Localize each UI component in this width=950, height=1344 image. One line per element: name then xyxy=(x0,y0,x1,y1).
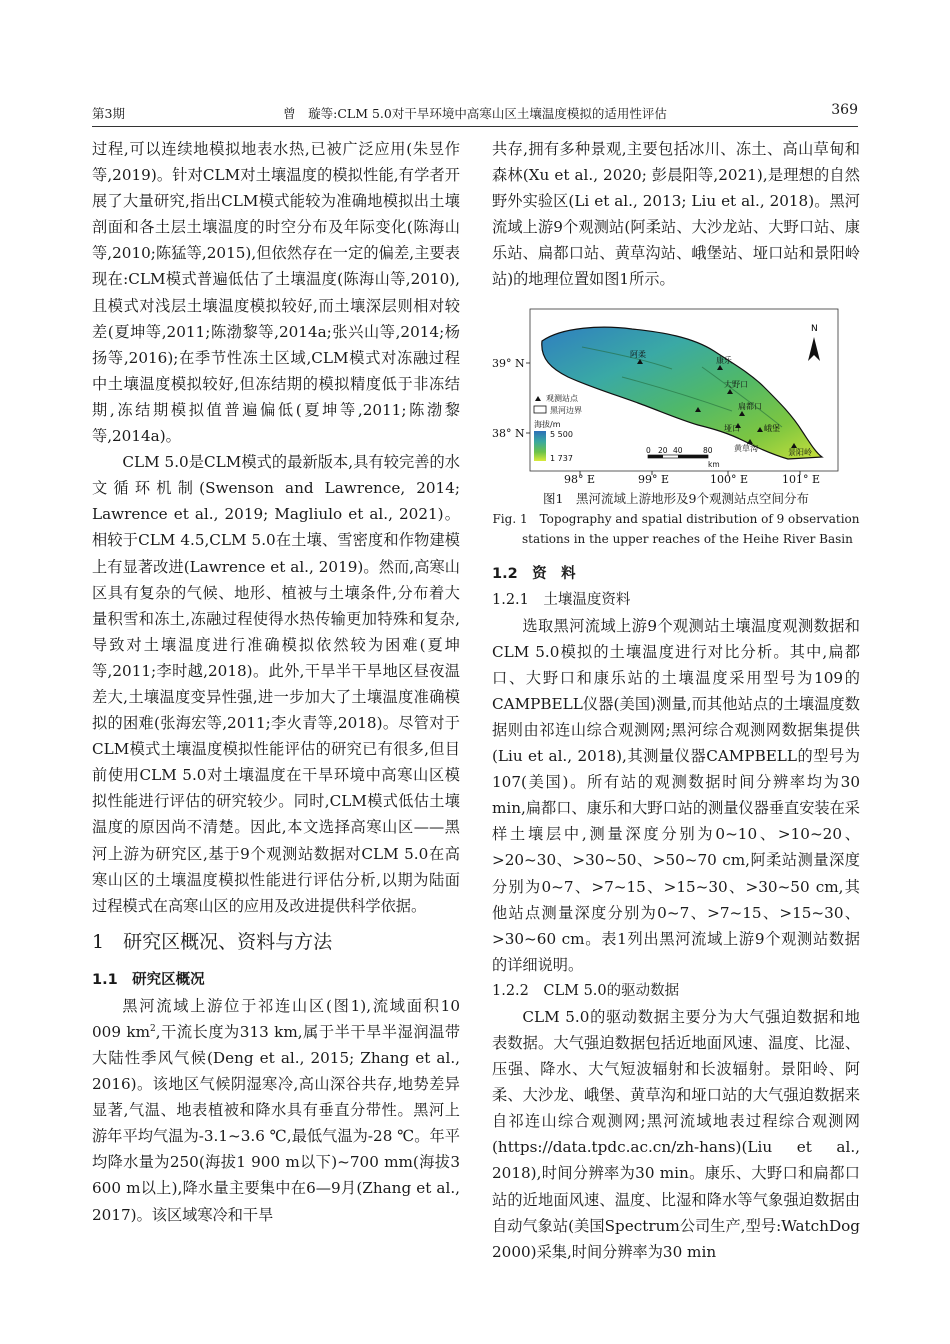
figure-caption-en xyxy=(492,509,860,549)
lon-98: 98° E xyxy=(564,472,596,483)
topography-map xyxy=(492,307,860,483)
legend-station-label: 观测站点 xyxy=(546,393,578,403)
legend-boundary-icon xyxy=(534,406,546,413)
station-label-kangle: 康乐 xyxy=(716,355,732,365)
station-label-jingyangling: 景阳岭 xyxy=(788,447,812,457)
elevation-max: 5 500 xyxy=(550,429,573,439)
paragraph-forcing-data: CLM 5.0的驱动数据主要分为大气强迫数据和地表数据。大气强迫数据包括近地面风速、温度、比湿、压强、降水、大气短波辐射和长波辐射。景阳岭、阿柔、大沙龙、峨堡、黄草沟和垭口站的大气强迫数据来自祁连山综合观测网;黑河流域地表过程综合观测网(https://data.tpdc.ac.cn/zh-hans)(Liu et al., 2018),时间分辨率为30 min。康乐、大野口和扁都口站的近地面风速、温度、比湿和降水等气象强迫数据由自动气象站(美国Spectrum公司生产,型号:WatchDog 2000)采集,时间分辨率为30 min xyxy=(492,1007,860,1261)
right-column xyxy=(492,136,860,1265)
issue-label: 第3期 xyxy=(92,106,125,121)
paragraph-study-area xyxy=(92,993,460,1228)
paragraph-study-area-cont: 共存,拥有多种景观,主要包括冰川、冻土、高山草甸和森林(Xu et al., 2020; 彭晨阳等,2021),是理想的自然野外实验区(Li et al., 2013; Liu et al., 2018)。黑河流域上游9个观测站(阿柔站、大沙龙站、大野口站、康乐站、扁都口站、黄草沟站、峨堡站、垭口站和景阳岭站)的地理位置如图1所示。 xyxy=(492,140,860,289)
lon-101: 101° E xyxy=(782,472,821,483)
page-header xyxy=(92,98,858,122)
figure-1 xyxy=(492,307,860,483)
lat-38: 38° N xyxy=(492,426,525,440)
legend-boundary-label: 黑河边界 xyxy=(550,405,582,415)
figure-caption-en-line2: stations in the upper reaches of the Heihe River Basin xyxy=(522,531,853,546)
station-label-ebao: 峨堡 xyxy=(764,423,780,433)
scale-unit: km xyxy=(708,459,720,469)
lat-39: 39° N xyxy=(492,356,525,370)
figure-caption-en-line1: Fig. 1 Topography and spatial distribution of 9 observation xyxy=(492,511,860,526)
paragraph-intro-cont: 过程,可以连续地模拟地表水热,已被广泛应用(朱昱作等,2019)。针对CLM对土壤温度的模拟性能,有学者开展了大量研究,指出CLM模式能较为准确地模拟出土壤剖面和各土层土壤温度的时空分布及年际变化(陈海山等,2010;陈猛等,2015),但依然存在一定的偏差,主要表现在:CLM模式普遍低估了土壤温度(陈海山等,2010),且模式对浅层土壤温度模拟较好,而土壤深层则相对较差(夏坤等,2011;陈渤黎等,2014a;张兴山等,2014;杨扬等,2016);在季节性冻土区域,CLM模式对冻融过程中土壤温度模拟较好,但冻结期的模拟精度低于非冻结期,冻结期模拟值普遍偏低(夏坤等,2011;陈渤黎等,2014a)。 xyxy=(92,140,460,446)
page-number: 369 xyxy=(831,102,858,118)
section-heading-1: 1 研究区概况、资料与方法 xyxy=(92,930,333,953)
scale-tick-80: 80 xyxy=(703,445,713,455)
scale-tick-40: 40 xyxy=(673,445,683,455)
elevation-min: 1 737 xyxy=(550,453,573,463)
elevation-colorbar xyxy=(534,431,546,461)
header-rule xyxy=(92,126,858,127)
lon-100: 100° E xyxy=(710,472,749,483)
station-label-dayekou: 大野口 xyxy=(724,379,748,389)
north-label: N xyxy=(811,323,818,334)
lon-99: 99° E xyxy=(638,472,670,483)
subsection-heading-1-2-2: 1.2.2 CLM 5.0的驱动数据 xyxy=(492,982,680,999)
subsection-heading-1-1: 1.1 研究区概况 xyxy=(92,971,205,988)
paragraph-clm5: CLM 5.0是CLM模式的最新版本,具有较完善的水文循环机制(Swenson and Lawrence, 2014; Lawrence et al., 2019; Magliulo et al., 2021)。相较于CLM 4.5,CLM 5.0在土壤、雪密度和作物建模上有显著改进(Lawrence et al., 2019)。然而,高寒山区具有复杂的气候、地形、植被与土壤条件,分布着大量积雪和冻土,冻融过程使得水热传输更加特殊和复杂,导致对土壤温度进行准确模拟依然较为困难(夏坤等,2011;李时越,2018)。此外,干旱半干旱地区昼夜温差大,土壤温度变异性强,进一步加大了土壤温度准确模拟的困难(张海宏等,2011;李火青等,2018)。尽管对于CLM模式土壤温度模拟性能评估的研究已有很多,但目前使用CLM 5.0对土壤温度在干旱环境中高寒山区模拟性能进行评估的研究较少。同时,CLM模式低估土壤温度的原因尚不清楚。因此,本文选择高寒山区——黑河上游为研究区,基于9个观测站数据对CLM 5.0在高寒山区的土壤温度模拟性能进行评估分析,以期为陆面过程模式在高寒山区的应用及改进提供科学依据。 xyxy=(92,453,460,915)
scale-tick-0: 0 xyxy=(646,445,651,455)
station-label-yakou: 垭口 xyxy=(724,423,740,433)
paragraph-soil-temp-data: 选取黑河流域上游9个观测站土壤温度观测数据和CLM 5.0模拟的土壤温度进行对比分析。其中,扁都口、大野口和康乐站的土壤温度采用型号为109的CAMPBELL仪器(美国)测量,而其他站点的土壤温度数据则由祁连山综合观测网;黑河综合观测网数据集提供(Liu et al., 2018),其测量仪器CAMPBELL的型号为107(美国)。所有站的观测数据时间分辨率均为30 min,扁都口、康乐和大野口站的测量仪器垂直安装在采样土壤层中,测量深度分别为0~10、>10~20、>20~30、>30~50、>50~70 cm,阿柔站测量深度分别为0~7、>7~15、>15~30、>30~50 cm,其他站点测量深度分别为0~7、>7~15、>15~30、>30~60 cm。表1列出黑河流域上游9个观测站数据的详细说明。 xyxy=(492,616,860,974)
figure-caption-cn: 图1 黑河流域上游地形及9个观测站点空间分布 xyxy=(543,490,809,506)
study-area-text-b: ,干流长度为313 km,属于半干旱半湿润温带大陆性季风气候(Deng et al., 2015; Zhang et al., 2016)。该地区气候阴湿寒冷,高山深谷共存,地势差异显著,气温、地表植被和降水具有垂直分带性。黑河上游年平均气温为-3.1~3.6 ℃,最低气温为-28 ℃。年平均降水量为250(海拔1 900 m以下)~700 mm(海拔3 600 m以上),降水量主要集中在6—9月(Zhang et al., 2017)。该区域寒冷和干旱 xyxy=(92,1022,461,1224)
left-column xyxy=(92,136,460,1228)
elevation-title: 海拔/m xyxy=(534,419,561,429)
study-area-text-a: 黑河流域上游位于祁连山区(图1),流域面积10 009 km xyxy=(92,996,460,1041)
subsection-heading-1-2: 1.2 资 料 xyxy=(492,565,576,582)
station-label-huangcaogou: 黄草沟 xyxy=(734,443,758,453)
station-label-arou: 阿柔 xyxy=(630,349,646,359)
subsection-heading-1-2-1: 1.2.1 土壤温度资料 xyxy=(492,591,631,608)
scale-tick-20: 20 xyxy=(658,445,668,455)
running-title: 曾 璇等:CLM 5.0对干旱环境中高寒山区土壤温度模拟的适用性评估 xyxy=(283,106,667,121)
superscript-2: 2 xyxy=(149,1023,156,1034)
station-label-biandukou: 扁都口 xyxy=(738,401,762,411)
